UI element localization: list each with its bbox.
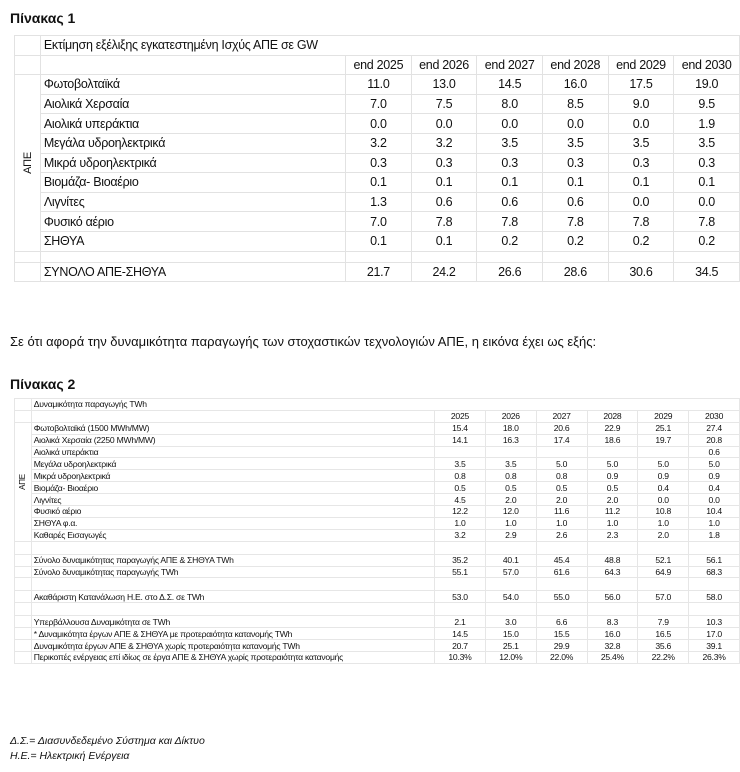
empty-cell [31, 410, 434, 422]
value-cell: 2.9 [485, 529, 536, 541]
value-cell: 1.0 [689, 517, 740, 529]
value-cell: 3.0 [485, 616, 536, 628]
empty-cell [587, 603, 638, 616]
value-cell: 1.0 [587, 517, 638, 529]
value-cell: 26.3% [689, 652, 740, 664]
year-header: 2030 [689, 410, 740, 422]
value-cell: 0.1 [346, 173, 412, 193]
value-cell [435, 446, 486, 458]
value-cell: 1.9 [674, 114, 740, 134]
value-cell: 2.0 [536, 494, 587, 506]
value-cell: 58.0 [689, 591, 740, 603]
value-cell: 3.2 [346, 133, 412, 153]
value-cell [536, 446, 587, 458]
value-cell: 12.0% [485, 652, 536, 664]
value-cell: 19.7 [638, 434, 689, 446]
value-cell: 18.0 [485, 422, 536, 434]
value-cell: 1.8 [689, 529, 740, 541]
value-cell: 0.6 [542, 192, 608, 212]
value-cell: 35.2 [435, 554, 486, 566]
empty-cell [15, 251, 41, 262]
footnote: Δ.Σ.= Διασυνδεδεμένο Σύστημα και Δίκτυο [10, 735, 205, 747]
row-label: ΣΥΝΟΛΟ ΑΠΕ-ΣΗΘΥΑ [40, 262, 345, 282]
empty-cell [15, 591, 32, 603]
row-label: Αιολικά Χερσαία [40, 94, 345, 114]
spacer-row [15, 578, 740, 591]
value-cell: 0.2 [608, 231, 674, 251]
empty-cell [542, 251, 608, 262]
value-cell: 0.0 [608, 192, 674, 212]
value-cell: 0.2 [477, 231, 543, 251]
empty-cell [587, 541, 638, 554]
year-header-row [15, 55, 740, 75]
empty-cell [15, 410, 32, 422]
value-cell: 29.9 [536, 640, 587, 652]
value-cell: 22.2% [638, 652, 689, 664]
value-cell: 45.4 [536, 554, 587, 566]
empty-cell [40, 251, 345, 262]
value-cell: 7.8 [411, 212, 477, 232]
value-cell: 0.0 [477, 114, 543, 134]
value-cell: 15.5 [536, 628, 587, 640]
value-cell: 13.0 [411, 75, 477, 95]
value-cell: 2.0 [638, 529, 689, 541]
value-cell: 0.0 [608, 114, 674, 134]
value-cell: 8.3 [587, 616, 638, 628]
empty-cell [15, 603, 32, 616]
table-row [15, 616, 740, 628]
value-cell: 0.6 [411, 192, 477, 212]
table-row [15, 434, 740, 446]
value-cell: 2.0 [485, 494, 536, 506]
value-cell: 17.0 [689, 628, 740, 640]
value-cell: 55.1 [435, 566, 486, 578]
empty-cell [477, 251, 543, 262]
value-cell: 0.0 [674, 192, 740, 212]
table1-heading: Πίνακας 1 [10, 10, 76, 26]
row-label: Αιολικά Χερσαία (2250 MWh/MW) [31, 434, 434, 446]
value-cell: 0.0 [346, 114, 412, 134]
value-cell: 16.5 [638, 628, 689, 640]
value-cell: 0.6 [689, 446, 740, 458]
value-cell: 9.5 [674, 94, 740, 114]
empty-cell [689, 578, 740, 591]
value-cell: 5.0 [536, 458, 587, 470]
side-label [15, 75, 41, 251]
value-cell: 0.9 [689, 470, 740, 482]
value-cell: 52.1 [638, 554, 689, 566]
row-label: Λιγνίτες [31, 494, 434, 506]
table-row [15, 153, 740, 173]
value-cell: 1.0 [638, 517, 689, 529]
table-row [15, 173, 740, 193]
empty-cell [31, 541, 434, 554]
value-cell: 40.1 [485, 554, 536, 566]
row-label: Βιομάζα- Βιοαέριο [40, 173, 345, 193]
caption-row [15, 399, 740, 411]
value-cell: 56.1 [689, 554, 740, 566]
value-cell: 0.2 [542, 231, 608, 251]
table2-heading: Πίνακας 2 [10, 376, 76, 392]
value-cell: 0.1 [346, 231, 412, 251]
value-cell: 32.8 [587, 640, 638, 652]
value-cell: 10.8 [638, 506, 689, 518]
year-header: 2028 [587, 410, 638, 422]
value-cell: 25.1 [485, 640, 536, 652]
table-row [15, 458, 740, 470]
value-cell: 0.8 [485, 470, 536, 482]
year-header: 2026 [485, 410, 536, 422]
value-cell: 22.0% [536, 652, 587, 664]
value-cell: 16.0 [587, 628, 638, 640]
table-row [15, 75, 740, 95]
empty-cell [435, 578, 486, 591]
row-label: ΣΗΘΥΑ [40, 231, 345, 251]
value-cell: 3.5 [542, 133, 608, 153]
value-cell: 7.5 [411, 94, 477, 114]
year-header: end 2027 [477, 55, 543, 75]
value-cell: 0.5 [435, 482, 486, 494]
value-cell: 0.3 [542, 153, 608, 173]
value-cell: 0.1 [477, 173, 543, 193]
value-cell: 7.8 [608, 212, 674, 232]
table-row [15, 529, 740, 541]
value-cell: 20.8 [689, 434, 740, 446]
value-cell: 3.5 [674, 133, 740, 153]
value-cell: 9.0 [608, 94, 674, 114]
value-cell: 27.4 [689, 422, 740, 434]
side-label-text: ΑΠΕ [21, 152, 34, 174]
value-cell: 0.4 [638, 482, 689, 494]
empty-cell [15, 566, 32, 578]
value-cell: 53.0 [435, 591, 486, 603]
row-label: Περικοπές ενέργειας επί ιδίως σε έργα ΑΠΕ & ΣΗΘΥΑ χωρίς προτεραιότητα κατανομής [31, 652, 434, 664]
table-row [15, 446, 740, 458]
spacer-row [15, 603, 740, 616]
installed-capacity-table [14, 35, 740, 282]
empty-cell [346, 251, 412, 262]
value-cell: 55.0 [536, 591, 587, 603]
empty-cell [15, 554, 32, 566]
value-cell: 7.9 [638, 616, 689, 628]
value-cell: 24.2 [411, 262, 477, 282]
value-cell: 26.6 [477, 262, 543, 282]
empty-cell [15, 55, 41, 75]
value-cell: 22.9 [587, 422, 638, 434]
empty-cell [15, 628, 32, 640]
empty-cell [15, 578, 32, 591]
table-row [15, 114, 740, 134]
value-cell: 8.0 [477, 94, 543, 114]
value-cell: 0.1 [411, 231, 477, 251]
value-cell: 3.5 [608, 133, 674, 153]
empty-cell [485, 603, 536, 616]
value-cell: 2.3 [587, 529, 638, 541]
value-cell: 3.5 [435, 458, 486, 470]
value-cell: 2.1 [435, 616, 486, 628]
row-label: * Δυναμικότητα έργων ΑΠΕ & ΣΗΘΥΑ με προτεραιότητα κατανομής TWh [31, 628, 434, 640]
table-row [15, 133, 740, 153]
empty-cell [435, 603, 486, 616]
year-header: end 2025 [346, 55, 412, 75]
empty-cell [536, 578, 587, 591]
table-row [15, 566, 740, 578]
row-label: Αιολικά υπεράκτια [40, 114, 345, 134]
value-cell: 17.5 [608, 75, 674, 95]
value-cell: 8.5 [542, 94, 608, 114]
empty-cell [31, 603, 434, 616]
value-cell: 57.0 [485, 566, 536, 578]
value-cell: 3.5 [477, 133, 543, 153]
year-header-row [15, 410, 740, 422]
row-label: Σύνολο δυναμικότητας παραγωγής ΑΠΕ & ΣΗΘΥΑ TWh [31, 554, 434, 566]
value-cell: 18.6 [587, 434, 638, 446]
value-cell: 10.3% [435, 652, 486, 664]
intro-paragraph: Σε ότι αφορά την δυναμικότητα παραγωγής των στοχαστικών τεχνολογιών ΑΠΕ, η εικόνα έχει ως εξής: [10, 334, 597, 349]
row-label: Μικρά υδροηλεκτρικά [40, 153, 345, 173]
year-header: end 2026 [411, 55, 477, 75]
value-cell: 1.3 [346, 192, 412, 212]
value-cell: 0.4 [689, 482, 740, 494]
value-cell: 0.5 [536, 482, 587, 494]
value-cell: 54.0 [485, 591, 536, 603]
value-cell: 56.0 [587, 591, 638, 603]
year-header: 2025 [435, 410, 486, 422]
row-label: Φωτοβολταϊκά (1500 MWh/MW) [31, 422, 434, 434]
table-row [15, 212, 740, 232]
value-cell: 7.8 [477, 212, 543, 232]
value-cell: 1.0 [536, 517, 587, 529]
table-row [15, 554, 740, 566]
value-cell: 0.3 [608, 153, 674, 173]
empty-cell [485, 541, 536, 554]
value-cell: 7.8 [674, 212, 740, 232]
table-caption: Δυναμικότητα παραγωγής TWh [31, 399, 739, 411]
value-cell: 5.0 [638, 458, 689, 470]
value-cell: 0.3 [674, 153, 740, 173]
value-cell: 15.4 [435, 422, 486, 434]
value-cell: 3.2 [411, 133, 477, 153]
row-label: Μεγάλα υδροηλεκτρικά [40, 133, 345, 153]
value-cell: 0.0 [542, 114, 608, 134]
value-cell: 1.0 [435, 517, 486, 529]
value-cell: 5.0 [689, 458, 740, 470]
empty-cell [485, 578, 536, 591]
value-cell [638, 446, 689, 458]
empty-cell [411, 251, 477, 262]
production-capacity-table [14, 398, 740, 664]
value-cell: 0.1 [411, 173, 477, 193]
value-cell: 30.6 [608, 262, 674, 282]
value-cell: 7.0 [346, 94, 412, 114]
value-cell: 0.1 [608, 173, 674, 193]
value-cell: 10.4 [689, 506, 740, 518]
empty-cell [435, 541, 486, 554]
table-row [15, 94, 740, 114]
value-cell: 48.8 [587, 554, 638, 566]
empty-cell [674, 251, 740, 262]
value-cell: 4.5 [435, 494, 486, 506]
caption-row [15, 36, 740, 56]
value-cell: 64.3 [587, 566, 638, 578]
value-cell: 0.9 [638, 470, 689, 482]
spacer-row [15, 251, 740, 262]
value-cell: 0.8 [435, 470, 486, 482]
table-row [15, 591, 740, 603]
value-cell: 0.1 [542, 173, 608, 193]
empty-cell [15, 640, 32, 652]
value-cell: 15.0 [485, 628, 536, 640]
empty-cell [536, 603, 587, 616]
empty-cell [40, 55, 345, 75]
value-cell: 0.5 [587, 482, 638, 494]
empty-cell [689, 541, 740, 554]
value-cell: 25.1 [638, 422, 689, 434]
value-cell: 68.3 [689, 566, 740, 578]
empty-cell [15, 652, 32, 664]
table-row [15, 482, 740, 494]
table-row [15, 231, 740, 251]
table-row [15, 628, 740, 640]
empty-cell [31, 578, 434, 591]
empty-cell [638, 541, 689, 554]
empty-cell [638, 578, 689, 591]
table-row [15, 640, 740, 652]
table-caption: Εκτίμηση εξέλιξης εγκατεστημένη Ισχύς ΑΠΕ σε GW [40, 36, 739, 56]
value-cell: 0.3 [346, 153, 412, 173]
value-cell: 11.0 [346, 75, 412, 95]
row-label: Υπερβάλλουσα Δυναμικότητα σε TWh [31, 616, 434, 628]
row-label: Μεγάλα υδροηλεκτρικά [31, 458, 434, 470]
empty-cell [15, 541, 32, 554]
value-cell: 5.0 [587, 458, 638, 470]
value-cell [587, 446, 638, 458]
value-cell: 20.6 [536, 422, 587, 434]
empty-cell [608, 251, 674, 262]
value-cell: 2.0 [587, 494, 638, 506]
value-cell: 0.0 [411, 114, 477, 134]
value-cell: 2.6 [536, 529, 587, 541]
row-label: ΣΗΘΥΑ φ.α. [31, 517, 434, 529]
year-header: 2027 [536, 410, 587, 422]
value-cell [485, 446, 536, 458]
value-cell: 0.3 [477, 153, 543, 173]
value-cell: 19.0 [674, 75, 740, 95]
value-cell: 61.6 [536, 566, 587, 578]
value-cell: 34.5 [674, 262, 740, 282]
footnotes [10, 734, 205, 764]
value-cell: 21.7 [346, 262, 412, 282]
value-cell: 6.6 [536, 616, 587, 628]
table-row [15, 262, 740, 282]
row-label: Αιολικά υπεράκτια [31, 446, 434, 458]
value-cell: 14.1 [435, 434, 486, 446]
year-header: 2029 [638, 410, 689, 422]
value-cell: 0.0 [638, 494, 689, 506]
value-cell: 0.9 [587, 470, 638, 482]
value-cell: 12.2 [435, 506, 486, 518]
value-cell: 35.6 [638, 640, 689, 652]
value-cell: 1.0 [485, 517, 536, 529]
row-label: Σύνολο δυναμικότητας παραγωγής TWh [31, 566, 434, 578]
value-cell: 28.6 [542, 262, 608, 282]
value-cell: 7.8 [542, 212, 608, 232]
value-cell: 17.4 [536, 434, 587, 446]
side-label [15, 422, 32, 541]
value-cell: 64.9 [638, 566, 689, 578]
empty-cell [587, 578, 638, 591]
value-cell: 3.5 [485, 458, 536, 470]
value-cell: 11.2 [587, 506, 638, 518]
table-row [15, 506, 740, 518]
value-cell: 57.0 [638, 591, 689, 603]
value-cell: 14.5 [435, 628, 486, 640]
empty-cell [15, 262, 41, 282]
year-header: end 2030 [674, 55, 740, 75]
value-cell: 0.1 [674, 173, 740, 193]
table-row [15, 422, 740, 434]
value-cell: 39.1 [689, 640, 740, 652]
table-row [15, 652, 740, 664]
row-label: Καθαρές Εισαγωγές [31, 529, 434, 541]
empty-cell [536, 541, 587, 554]
footnote: Η.Ε.= Ηλεκτρική Ενέργεια [10, 750, 130, 762]
empty-cell [689, 603, 740, 616]
value-cell: 12.0 [485, 506, 536, 518]
value-cell: 11.6 [536, 506, 587, 518]
empty-cell [638, 603, 689, 616]
row-label: Βιομάζα- Βιοαέριο [31, 482, 434, 494]
value-cell: 0.2 [674, 231, 740, 251]
value-cell: 7.0 [346, 212, 412, 232]
year-header: end 2028 [542, 55, 608, 75]
value-cell: 20.7 [435, 640, 486, 652]
table-row [15, 470, 740, 482]
year-header: end 2029 [608, 55, 674, 75]
value-cell: 0.3 [411, 153, 477, 173]
table-row [15, 494, 740, 506]
table-row [15, 517, 740, 529]
value-cell: 0.6 [477, 192, 543, 212]
side-label-text: ΑΠΕ [17, 473, 27, 490]
row-label: Φυσικό αέριο [40, 212, 345, 232]
row-label: Μικρά υδροηλεκτρικά [31, 470, 434, 482]
value-cell: 25.4% [587, 652, 638, 664]
row-label: Ακαθάριστη Κατανάλωση Η.Ε. στο Δ.Σ. σε TWh [31, 591, 434, 603]
value-cell: 16.0 [542, 75, 608, 95]
table-row [15, 192, 740, 212]
empty-cell [15, 36, 41, 56]
value-cell: 0.5 [485, 482, 536, 494]
value-cell: 10.3 [689, 616, 740, 628]
row-label: Φωτοβολταϊκά [40, 75, 345, 95]
row-label: Φυσικό αέριο [31, 506, 434, 518]
value-cell: 3.2 [435, 529, 486, 541]
value-cell: 14.5 [477, 75, 543, 95]
empty-cell [15, 399, 32, 411]
row-label: Δυναμικότητα έργων ΑΠΕ & ΣΗΘΥΑ χωρίς προτεραιότητα κατανομής TWh [31, 640, 434, 652]
value-cell: 0.8 [536, 470, 587, 482]
value-cell: 0.0 [689, 494, 740, 506]
empty-cell [15, 616, 32, 628]
row-label: Λιγνίτες [40, 192, 345, 212]
spacer-row [15, 541, 740, 554]
value-cell: 16.3 [485, 434, 536, 446]
